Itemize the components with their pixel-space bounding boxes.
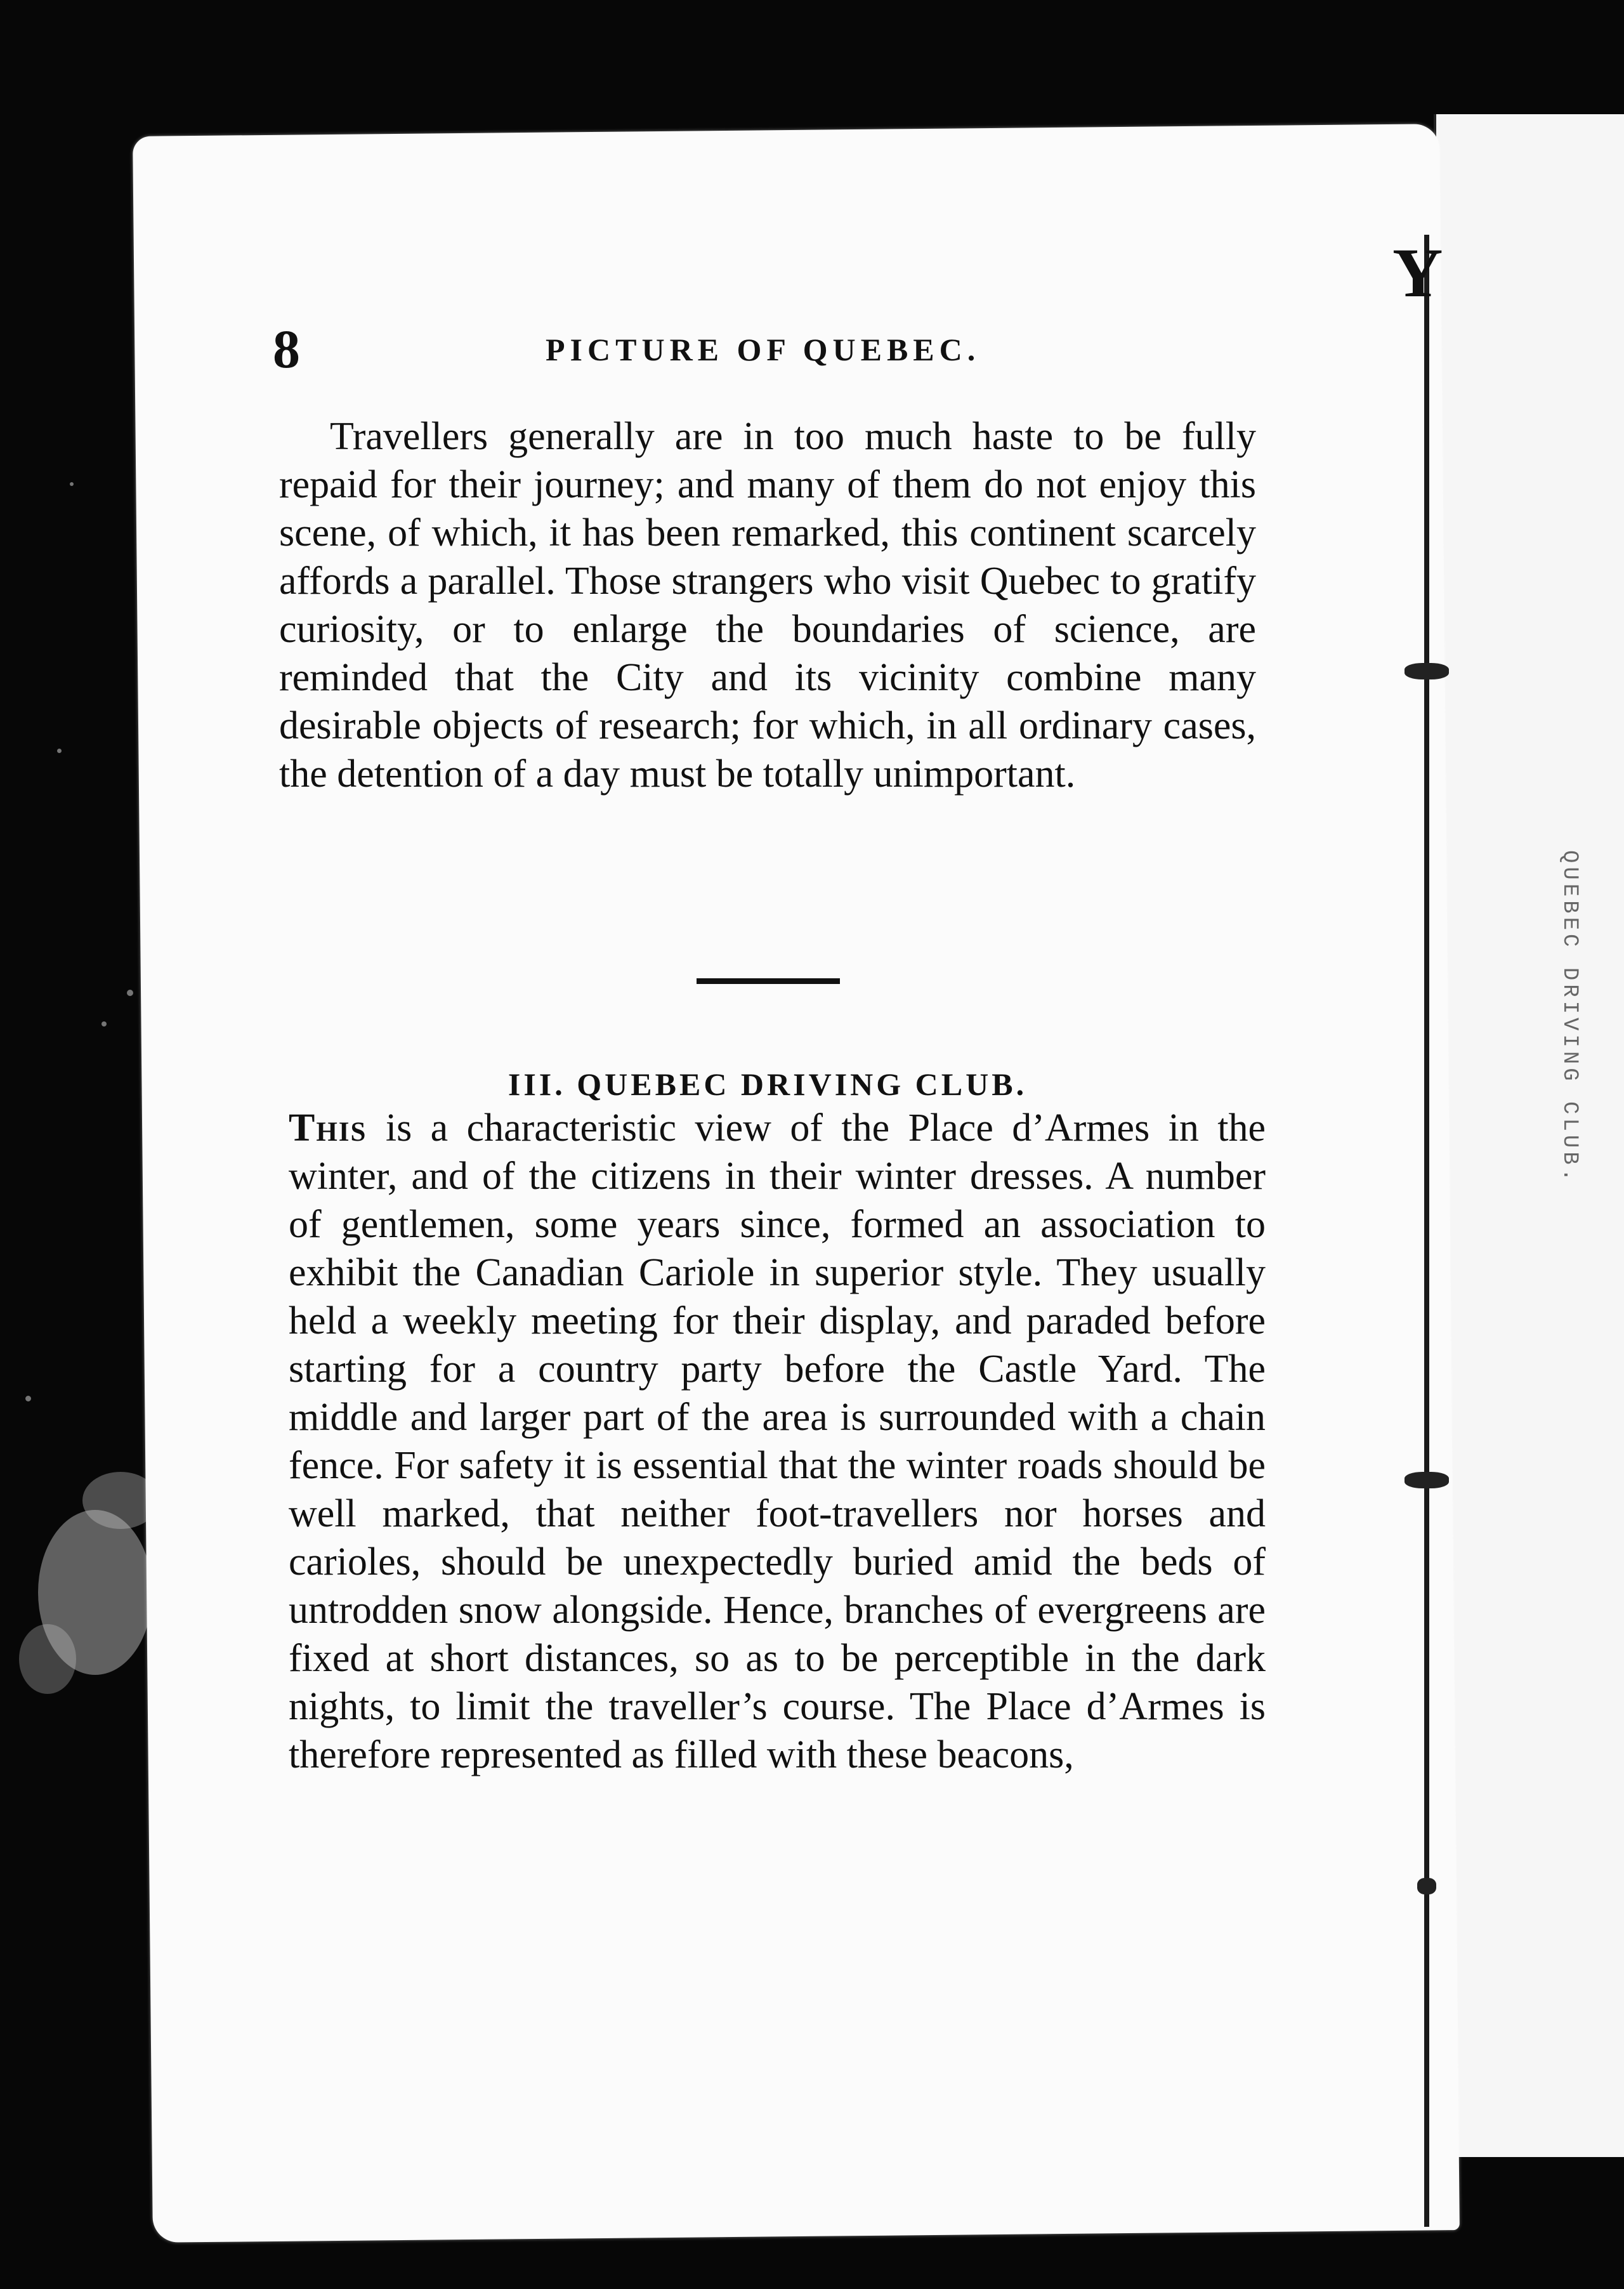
- binding-knot: [1405, 663, 1449, 679]
- section-title: III. QUEBEC DRIVING CLUB.: [508, 1066, 1028, 1102]
- paragraph-text: Travellers generally are in too much haste to be fully repaid for their journey; and many of them do not enjoy this scene, of which, it has been remarked, this continent scarcely affords a parallel. Those strangers who visit Quebec to gratify curiosity, or to enlarge the boundaries of science, are reminded that the City and its vicinity combine many desirable objects of research; for which, in all ordinary cases, the detention of a day must be totally unimportant.: [279, 415, 1256, 796]
- section-paragraph: [289, 1104, 1266, 1779]
- scan-speck: [57, 749, 62, 753]
- side-caption: QUEBEC DRIVING CLUB.: [1557, 850, 1581, 1186]
- binding-thread: [1424, 235, 1429, 2227]
- running-head: PICTURE OF QUEBEC.: [546, 332, 981, 367]
- binding-knot-top: Y: [1392, 234, 1443, 312]
- section-paragraph-text: [289, 1104, 1266, 1779]
- paragraph: [279, 412, 1256, 798]
- binding-knot: [1417, 1878, 1436, 1894]
- page-number: 8: [273, 318, 300, 379]
- scan-speck: [102, 1021, 107, 1026]
- adjacent-page: [1434, 114, 1624, 2157]
- scan-speck: [127, 990, 133, 996]
- page-header: [273, 317, 1262, 379]
- binding-knot: [1405, 1472, 1449, 1488]
- scan-speck: [70, 482, 74, 486]
- scan-speck: [25, 1396, 31, 1401]
- lead-word: This: [289, 1106, 367, 1150]
- section-divider: [697, 978, 840, 984]
- section-body: is a characteristic view of the Place d’Armes in the winter, and of the citizens in their winter dresses. A number of gentlemen, some years since, formed an association to exhibit the Canadian Cariole in superior style. They usually held a weekly meeting for their display, and paraded before starting for a country party before the Castle Yard. The middle and larger part of the area is surrounded with a chain fence. For safety it is essential that the winter roads should be well marked, that neither foot-travellers nor horses and carioles, should be unexpectedly buried amid the beds of untrodden snow alongside. Hence, branches of evergreens are fixed at short distances, so as to be perceptible in the dark nights, to limit the traveller’s course. The Place d’Armes is therefore represented as filled with these beacons,: [289, 1106, 1266, 1776]
- scan-speck: [19, 1624, 76, 1694]
